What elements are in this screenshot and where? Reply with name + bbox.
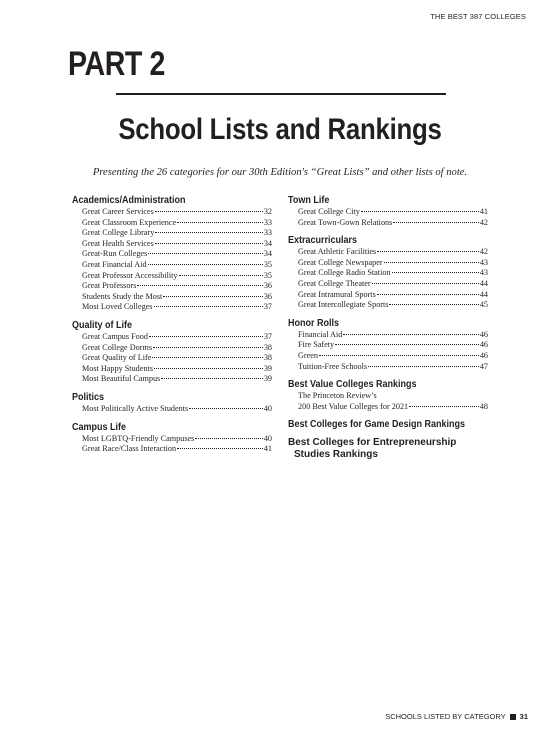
- entry-page: 40: [263, 403, 272, 413]
- section-title: Quality of Life: [72, 319, 133, 331]
- section-title-line2: Studies Rankings: [294, 449, 378, 461]
- square-bullet-icon: [510, 714, 516, 720]
- entry-page: 42: [479, 217, 488, 227]
- entry-label: Most LGBTQ-Friendly Campuses: [82, 433, 195, 443]
- page-footer: [385, 712, 528, 721]
- section-title[interactable]: [288, 437, 488, 461]
- entry-label: Financial Aid: [298, 329, 343, 339]
- list-item[interactable]: [298, 247, 488, 258]
- entry-page: 34: [263, 249, 272, 259]
- list-item[interactable]: [82, 239, 272, 250]
- entry-label: Most Loved Colleges: [82, 302, 153, 312]
- section-title: Politics: [72, 391, 105, 403]
- list-item[interactable]: [298, 207, 488, 218]
- entry-page: 39: [263, 374, 272, 384]
- list-item[interactable]: [82, 228, 272, 239]
- section-title: Campus Life: [72, 421, 127, 433]
- list-item[interactable]: [298, 258, 488, 269]
- entry-label: Great Race/Class Interaction: [82, 444, 177, 454]
- list-item[interactable]: [298, 330, 488, 341]
- list-item[interactable]: [82, 249, 272, 260]
- entry-label: Great Quality of Life: [82, 353, 152, 363]
- entry-label: Great College City: [298, 207, 360, 216]
- entry-page: 41: [263, 444, 272, 454]
- subtitle: Presenting the 26 categories for our 30th Edition's “Great Lists” and other lists of note.: [92, 167, 468, 178]
- section-entrepreneurship: [288, 437, 488, 461]
- entry-label: Great College Radio Station: [298, 268, 391, 278]
- section-honor-rolls: [288, 317, 488, 372]
- section-title[interactable]: Best Colleges for Game Design Rankings: [288, 419, 466, 431]
- entry-page: 40: [263, 433, 272, 443]
- list-item[interactable]: [298, 402, 488, 413]
- entry-page: 32: [263, 207, 272, 216]
- entry-page: 46: [479, 350, 488, 360]
- entry-page: 48: [479, 401, 488, 411]
- entry-label: Great College Dorms: [82, 342, 153, 352]
- entry-page: 45: [479, 300, 488, 310]
- section-title: Extracurriculars: [288, 235, 358, 247]
- list-item[interactable]: [82, 353, 272, 364]
- entry-page: 43: [479, 268, 488, 278]
- entry-label: Great College Library: [82, 228, 155, 238]
- section-best-value: [288, 378, 488, 412]
- list-item[interactable]: [298, 218, 488, 229]
- entry-label: Great-Run Colleges: [82, 249, 148, 259]
- entry-label: Great College Newspaper: [298, 257, 383, 267]
- entry-page: 37: [263, 302, 272, 312]
- list-item[interactable]: [82, 374, 272, 385]
- entry-page: 36: [263, 281, 272, 291]
- section-title: Town Life: [288, 195, 330, 206]
- section-politics: [72, 391, 272, 415]
- entry-page: 43: [479, 257, 488, 267]
- entry-page: 42: [479, 247, 488, 257]
- section-extracurriculars: [288, 234, 488, 311]
- page-number: 31: [519, 712, 528, 721]
- list-item-intro: [298, 391, 488, 402]
- entry-label: Great Professor Accessibility: [82, 270, 178, 280]
- entry-label: Great Career Services: [82, 207, 154, 216]
- entry-label: Great Campus Food: [82, 331, 148, 341]
- list-item[interactable]: [82, 364, 272, 375]
- list-item[interactable]: [82, 343, 272, 354]
- list-item[interactable]: [82, 292, 272, 303]
- list-item[interactable]: [82, 218, 272, 229]
- entry-page: 41: [479, 207, 488, 216]
- entry-page: 46: [479, 340, 488, 350]
- list-item[interactable]: [298, 362, 488, 373]
- entry-page: 47: [479, 361, 488, 371]
- entry-page: 34: [263, 238, 272, 248]
- section-campus-life: [72, 421, 272, 455]
- list-item[interactable]: [298, 351, 488, 362]
- section-title: Honor Rolls: [288, 317, 340, 329]
- entry-page: 44: [479, 289, 488, 299]
- list-item[interactable]: [82, 434, 272, 445]
- entry-page: 38: [263, 353, 272, 363]
- list-item[interactable]: [298, 300, 488, 311]
- list-item[interactable]: [82, 260, 272, 271]
- list-item[interactable]: [82, 444, 272, 455]
- entry-label: Great Athletic Facilities: [298, 247, 377, 257]
- entry-label: Fire Safety: [298, 340, 335, 350]
- page-title: [0, 110, 560, 150]
- entry-label: Most Beautiful Campus: [82, 374, 161, 384]
- entry-page: 37: [263, 331, 272, 341]
- entry-label: Great Classroom Experience: [82, 217, 177, 227]
- entry-page: 33: [263, 228, 272, 238]
- list-item[interactable]: [298, 290, 488, 301]
- entry-label: Most Politically Active Students: [82, 403, 189, 413]
- list-item[interactable]: [82, 281, 272, 292]
- entry-page: 38: [263, 342, 272, 352]
- entry-label: Great Professors: [82, 281, 137, 291]
- list-item[interactable]: [82, 332, 272, 343]
- entry-intro: The Princeton Review’s: [298, 391, 377, 401]
- entry-label: Students Study the Most: [82, 291, 163, 301]
- list-item[interactable]: [298, 279, 488, 290]
- entry-label: Great Health Services: [82, 238, 154, 248]
- section-game-design: [288, 418, 488, 431]
- left-column: [72, 194, 272, 461]
- footer-label: SCHOOLS LISTED BY CATEGORY: [385, 712, 506, 721]
- entry-page: 35: [263, 259, 272, 269]
- entry-page: 36: [263, 291, 272, 301]
- list-item[interactable]: [82, 207, 272, 218]
- part-title: PART 2: [68, 45, 165, 83]
- entry-page: 33: [263, 217, 272, 227]
- entry-label: Great Intramural Sports: [298, 289, 376, 299]
- entry-page: 35: [263, 270, 272, 280]
- section-title-line1: Best Colleges for Entrepreneurship: [288, 437, 457, 449]
- section-town-life: [288, 194, 488, 228]
- entry-label: 200 Best Value Colleges for 2021: [298, 401, 409, 411]
- page-title-text: School Lists and Rankings: [118, 113, 442, 146]
- entry-label: Most Happy Students: [82, 363, 153, 373]
- right-column: [288, 194, 488, 467]
- section-academics: [72, 194, 272, 313]
- entry-page: 46: [479, 329, 488, 339]
- entry-label: Great Intercollegiate Sports: [298, 300, 389, 310]
- list-item[interactable]: [298, 340, 488, 351]
- list-item[interactable]: [82, 404, 272, 415]
- running-head: THE BEST 387 COLLEGES: [430, 12, 526, 21]
- section-title: Best Value Colleges Rankings: [288, 379, 417, 391]
- list-item[interactable]: [298, 268, 488, 279]
- section-title: Academics/Administration: [72, 195, 186, 206]
- entry-page: 39: [263, 363, 272, 373]
- list-item[interactable]: [82, 271, 272, 282]
- entry-label: Great Town-Gown Relations: [298, 217, 393, 227]
- entry-label: Great Financial Aid: [82, 259, 147, 269]
- entry-page: 44: [479, 278, 488, 288]
- list-item[interactable]: [82, 302, 272, 313]
- entry-label: Great College Theater: [298, 278, 371, 288]
- section-quality-of-life: [72, 319, 272, 385]
- entry-label: Green: [298, 350, 319, 360]
- entry-label: Tuition-Free Schools: [298, 361, 368, 371]
- title-rule: [116, 93, 446, 95]
